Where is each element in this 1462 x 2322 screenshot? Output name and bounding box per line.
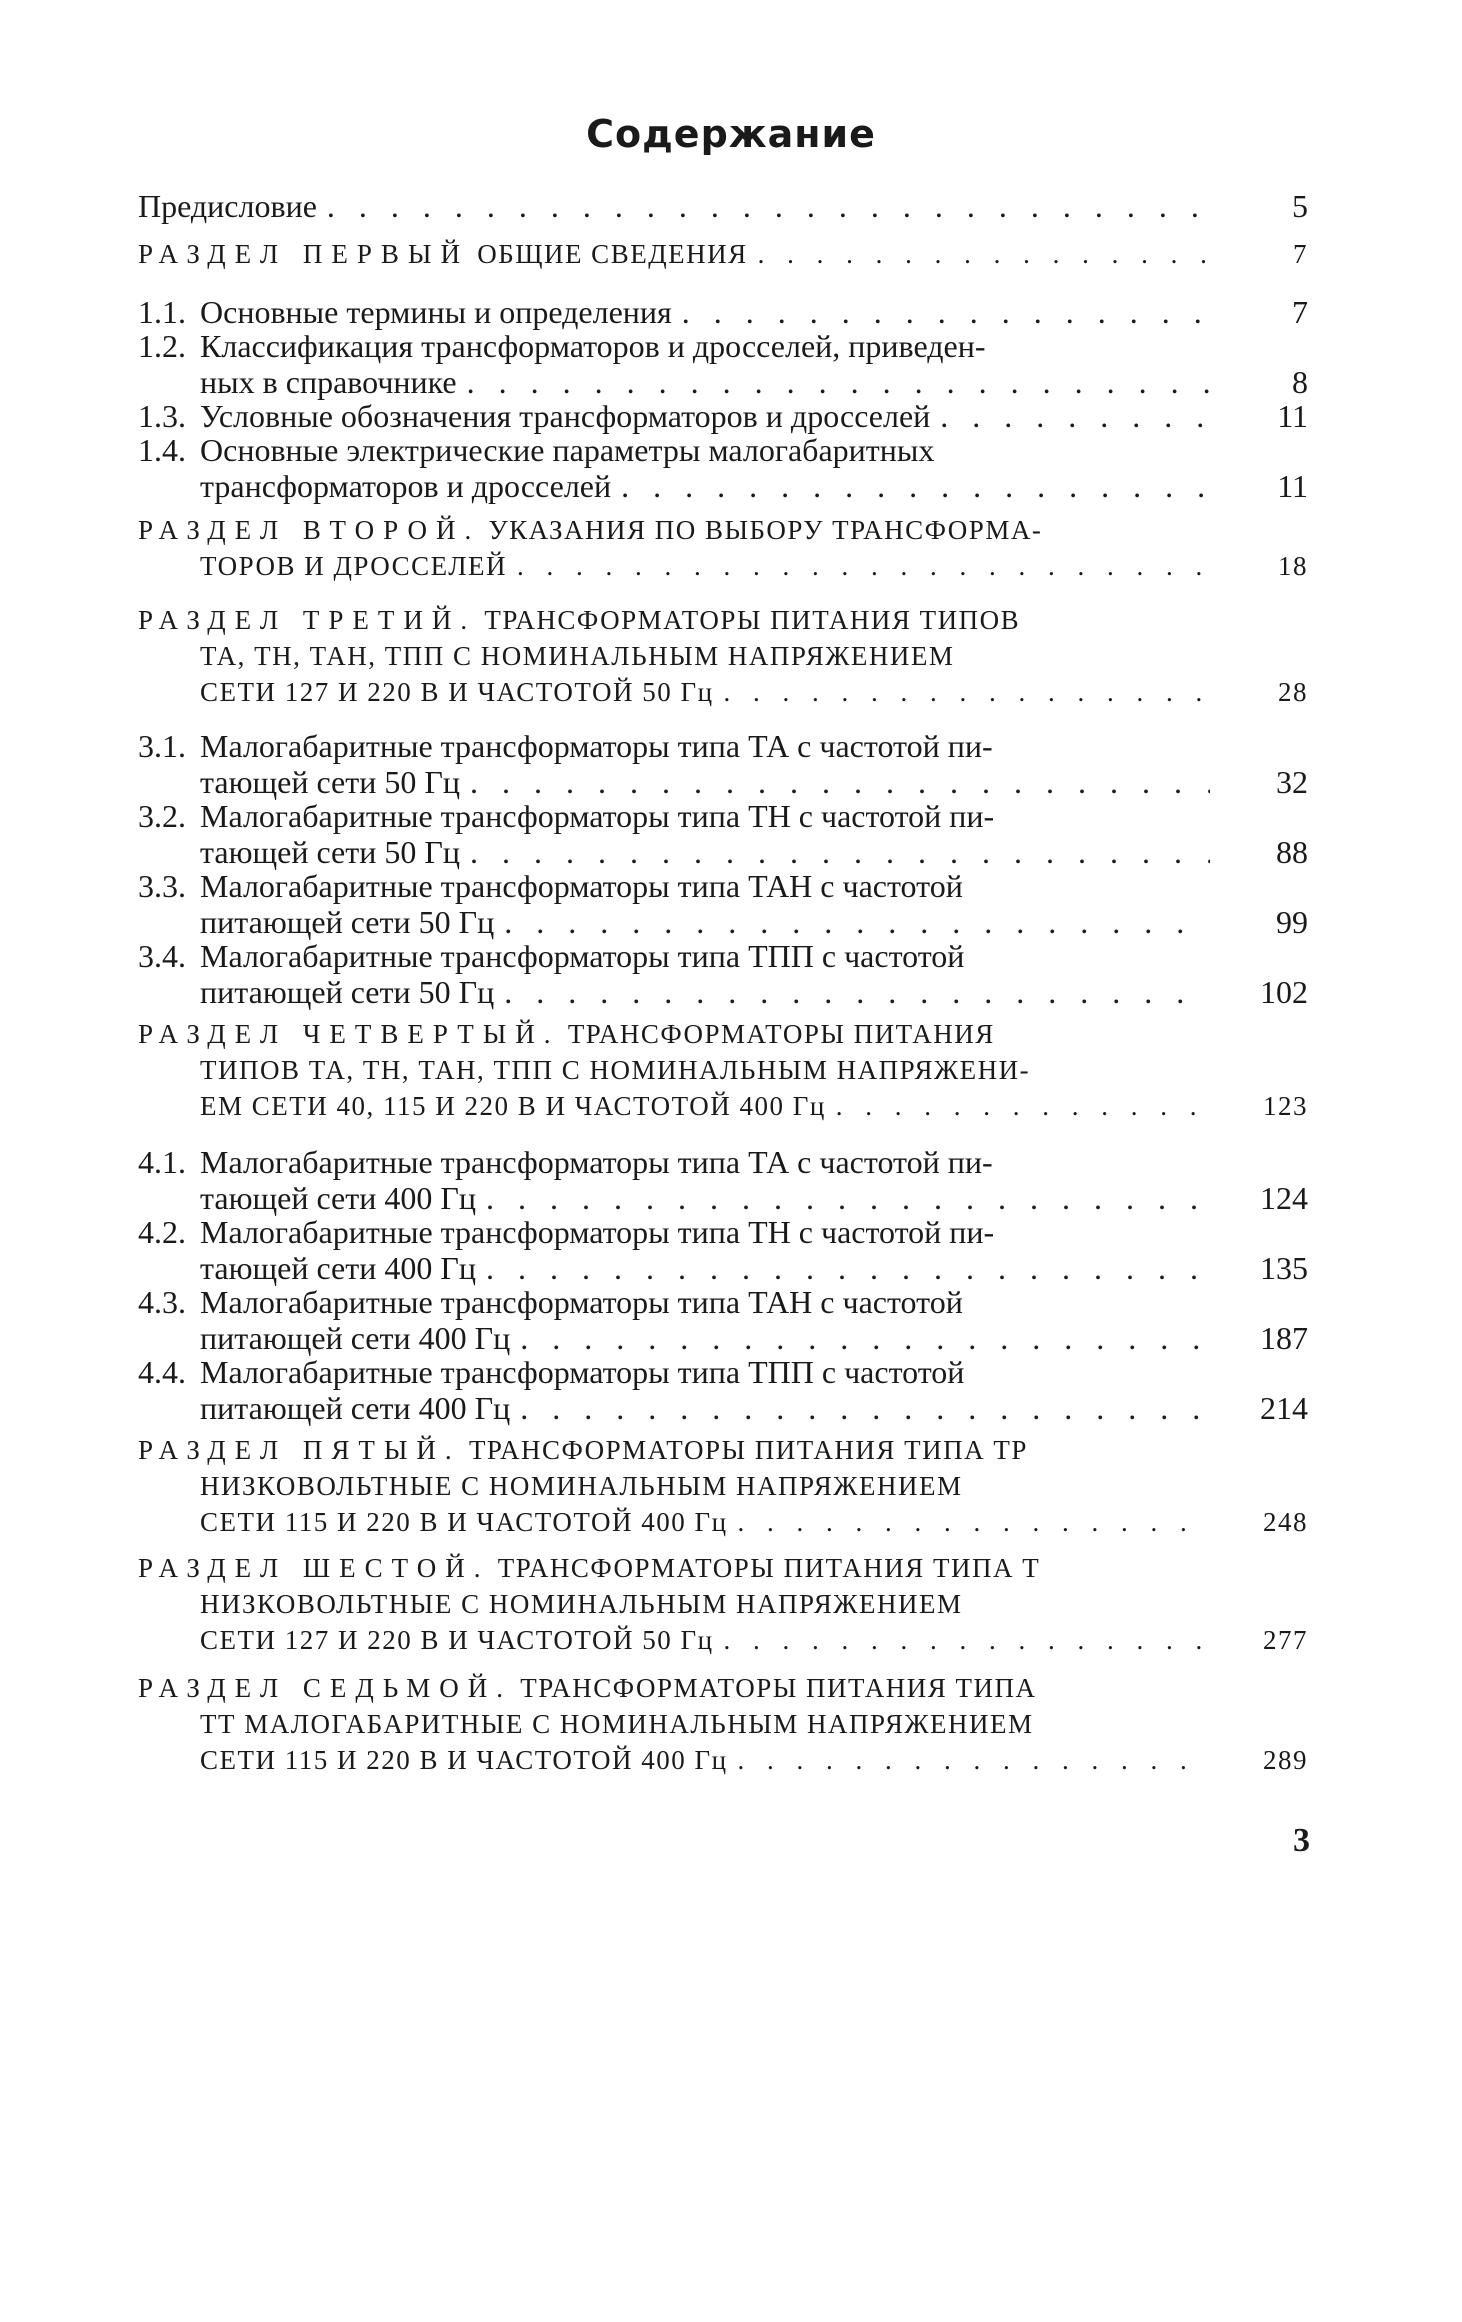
entry-text-line2: тающей сети 400 Гц [200,1180,476,1216]
entry-number: 3.4. [138,938,186,974]
entry-page: 11 [1277,468,1308,504]
entry-text-line2: питающей сети 50 Гц [200,974,495,1010]
entry-text: Условные обозначения трансформаторов и дросселей [200,398,931,434]
toc-entry-1-3[interactable] [138,398,1308,434]
leader-dots [758,236,1210,272]
entry-page: 102 [1260,974,1308,1010]
entry-page: 18 [1278,551,1308,581]
leader-dots [504,974,1210,1010]
entry-text: Основные термины и определения [200,294,672,330]
toc-entry-section-6[interactable] [138,1550,1308,1658]
section-title-line1: ТРАНСФОРМАТОРЫ ПИТАНИЯ ТИПА ТР [468,1435,1028,1465]
entry-page: 187 [1260,1320,1308,1356]
entry-number: 4.1. [138,1144,186,1180]
leader-dots [724,1622,1210,1658]
entry-page: 28 [1278,677,1308,707]
leader-dots [621,468,1210,504]
toc-entry-4-3[interactable] [138,1284,1308,1356]
entry-text-line2: питающей сети 50 Гц [200,904,495,940]
leader-dots [724,674,1210,710]
page-number: 3 [1293,1822,1310,1859]
entry-text: Предисловие [138,188,317,224]
entry-number: 3.1. [138,728,186,764]
toc-entry-4-2[interactable] [138,1214,1308,1286]
entry-number: 1.1. [138,294,186,330]
entry-page: 8 [1292,364,1308,400]
section-lead: РАЗДЕЛ ШЕСТОЙ. [138,1553,490,1583]
entry-text-line1: Малогабаритные трансформаторы типа ТА с частотой пи- [200,1144,993,1180]
section-lead: РАЗДЕЛ СЕДЬМОЙ. [138,1673,512,1703]
entry-page: 32 [1276,764,1308,800]
entry-page: 289 [1263,1745,1308,1775]
toc-entry-3-2[interactable] [138,798,1308,870]
entry-page: 7 [1292,294,1308,330]
section-title-line2: ТТ МАЛОГАБАРИТНЫЕ С НОМИНАЛЬНЫМ НАПРЯЖЕНИЕМ [200,1709,1034,1739]
entry-number: 4.4. [138,1354,186,1390]
section-title-line3: СЕТИ 127 И 220 В И ЧАСТОТОЙ 50 Гц [200,1625,714,1655]
entry-text-line1: Малогабаритные трансформаторы типа ТН с частотой пи- [200,1214,995,1250]
section-title-line2: ТИПОВ ТА, ТН, ТАН, ТПП С НОМИНАЛЬНЫМ НАПРЯЖЕНИ- [200,1055,1031,1085]
entry-text-line1: Малогабаритные трансформаторы типа ТА с частотой пи- [200,728,993,764]
leader-dots [486,1250,1210,1286]
entry-page: 124 [1260,1180,1308,1216]
section-lead: РАЗДЕЛ ЧЕТВЕРТЫЙ. [138,1019,560,1049]
toc-entry-section-4[interactable] [138,1016,1308,1124]
section-lead: РАЗДЕЛ ПЕРВЫЙ [138,239,469,269]
toc-entry-section-7[interactable] [138,1670,1308,1778]
entry-text-line2: ных в справочнике [200,364,457,400]
section-title-line3: СЕТИ 115 И 220 В И ЧАСТОТОЙ 400 Гц [200,1507,728,1537]
section-title-line1: ТРАНСФОРМАТОРЫ ПИТАНИЯ ТИПА [520,1673,1037,1703]
entry-number: 1.2. [138,328,186,364]
section-title-line1: ТРАНСФОРМАТОРЫ ПИТАНИЯ [567,1019,995,1049]
entry-text-line2: питающей сети 400 Гц [200,1320,511,1356]
leader-dots [738,1504,1210,1540]
leader-dots [486,1180,1210,1216]
toc-entry-3-4[interactable] [138,938,1308,1010]
section-title-line3: ЕМ СЕТИ 40, 115 И 220 В И ЧАСТОТОЙ 400 Гц [200,1091,826,1121]
entry-page: 214 [1260,1390,1308,1426]
leader-dots [682,294,1210,330]
leader-dots [520,1390,1210,1426]
toc-entry-section-1[interactable] [138,236,1308,272]
entry-text-line2: трансформаторов и дросселей [200,468,612,504]
entry-page: 5 [1292,188,1308,224]
entry-text-line1: Малогабаритные трансформаторы типа ТПП с частотой [200,938,965,974]
section-lead: РАЗДЕЛ ТРЕТИЙ. [138,605,477,635]
toc-entry-section-2[interactable] [138,512,1308,584]
toc-entry-3-3[interactable] [138,868,1308,940]
section-title-line1: УКАЗАНИЯ ПО ВЫБОРУ ТРАНСФОРМА- [488,515,1043,545]
section-title-line1: ТРАНСФОРМАТОРЫ ПИТАНИЯ ТИПОВ [484,605,1021,635]
entry-number: 1.4. [138,432,186,468]
leader-dots [940,398,1210,434]
section-lead: РАЗДЕЛ ПЯТЫЙ. [138,1435,461,1465]
leader-dots [470,834,1210,870]
leader-dots [327,188,1210,224]
entry-page: 123 [1263,1091,1308,1121]
leader-dots [467,364,1210,400]
toc-entry-3-1[interactable] [138,728,1308,800]
entry-text-line1: Малогабаритные трансформаторы типа ТАН с частотой [200,868,963,904]
entry-number: 1.3. [138,398,186,434]
section-title-line2: НИЗКОВОЛЬТНЫЕ С НОМИНАЛЬНЫМ НАПРЯЖЕНИЕМ [200,1589,963,1619]
entry-text-line1: Классификация трансформаторов и дросселей, приведен- [200,328,986,364]
entry-page: 11 [1277,398,1308,434]
leader-dots [520,1320,1210,1356]
entry-text-line2: тающей сети 50 Гц [200,764,460,800]
entry-text-line1: Основные электрические параметры малогабаритных [200,432,935,468]
entry-page: 7 [1293,239,1308,269]
toc-entry-1-2[interactable] [138,328,1308,400]
entry-page: 248 [1263,1507,1308,1537]
entry-page: 99 [1276,904,1308,940]
entry-number: 3.3. [138,868,186,904]
toc-entry-preface[interactable] [138,188,1308,224]
leader-dots [738,1742,1210,1778]
page-title: Содержание [586,112,876,156]
section-title-line2: ТОРОВ И ДРОССЕЛЕЙ [200,551,508,581]
section-title-line1: ТРАНСФОРМАТОРЫ ПИТАНИЯ ТИПА Т [497,1553,1041,1583]
section-title-line2: НИЗКОВОЛЬТНЫЕ С НОМИНАЛЬНЫМ НАПРЯЖЕНИЕМ [200,1471,963,1501]
section-title-line3: СЕТИ 127 И 220 В И ЧАСТОТОЙ 50 Гц [200,677,714,707]
entry-number: 4.3. [138,1284,186,1320]
entry-text-line1: Малогабаритные трансформаторы типа ТАН с частотой [200,1284,963,1320]
entry-number: 4.2. [138,1214,186,1250]
toc-entry-4-1[interactable] [138,1144,1308,1216]
section-title: ОБЩИЕ СВЕДЕНИЯ [477,239,748,269]
entry-page: 88 [1276,834,1308,870]
section-lead: РАЗДЕЛ ВТОРОЙ. [138,515,481,545]
leader-dots [836,1088,1210,1124]
section-title-line3: СЕТИ 115 И 220 В И ЧАСТОТОЙ 400 Гц [200,1745,728,1775]
entry-text-line1: Малогабаритные трансформаторы типа ТПП с частотой [200,1354,965,1390]
entry-page: 277 [1263,1625,1308,1655]
toc-entry-1-1[interactable] [138,294,1308,330]
toc-entry-section-5[interactable] [138,1432,1308,1540]
toc-entry-1-4[interactable] [138,432,1308,504]
section-title-line2: ТА, ТН, ТАН, ТПП С НОМИНАЛЬНЫМ НАПРЯЖЕНИЕМ [200,641,955,671]
leader-dots [517,548,1210,584]
leader-dots [470,764,1210,800]
toc-entry-4-4[interactable] [138,1354,1308,1426]
entry-text-line2: тающей сети 50 Гц [200,834,460,870]
leader-dots [504,904,1210,940]
entry-text-line2: тающей сети 400 Гц [200,1250,476,1286]
entry-text-line1: Малогабаритные трансформаторы типа ТН с частотой пи- [200,798,995,834]
entry-number: 3.2. [138,798,186,834]
entry-text-line2: питающей сети 400 Гц [200,1390,511,1426]
toc-entry-section-3[interactable] [138,602,1308,710]
entry-page: 135 [1260,1250,1308,1286]
